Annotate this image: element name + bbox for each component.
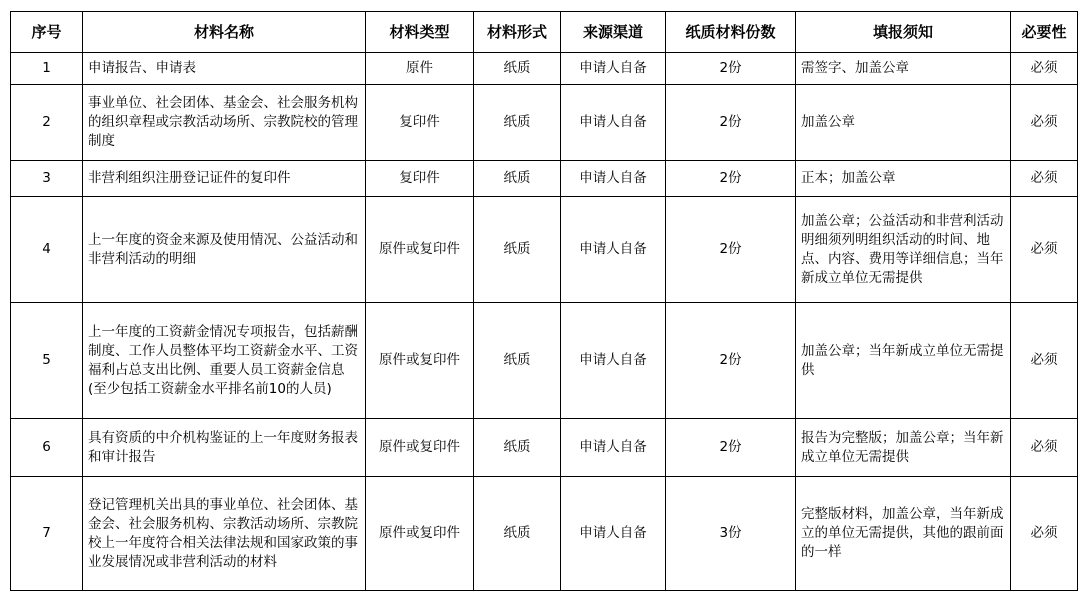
table-row [11,419,1078,477]
cell-form: 纸质 [474,53,561,85]
table-row [11,53,1078,85]
table-row [11,85,1078,161]
cell-no: 6 [11,419,83,477]
cell-notes: 加盖公章；当年新成立单位无需提供 [796,303,1011,419]
cell-source: 申请人自备 [561,419,666,477]
cell-necessity: 必须 [1011,53,1078,85]
header-necessity: 必要性 [1011,12,1078,53]
cell-form: 纸质 [474,419,561,477]
cell-name: 非营利组织注册登记证件的复印件 [83,161,366,197]
table-row [11,161,1078,197]
cell-notes: 需签字、加盖公章 [796,53,1011,85]
cell-necessity: 必须 [1011,197,1078,303]
cell-copies: 2份 [666,53,796,85]
cell-necessity: 必须 [1011,85,1078,161]
cell-no: 2 [11,85,83,161]
cell-no: 1 [11,53,83,85]
header-source: 来源渠道 [561,12,666,53]
header-no: 序号 [11,12,83,53]
cell-necessity: 必须 [1011,419,1078,477]
cell-type: 原件或复印件 [366,197,474,303]
cell-name: 申请报告、申请表 [83,53,366,85]
cell-source: 申请人自备 [561,161,666,197]
cell-name: 登记管理机关出具的事业单位、社会团体、基金会、社会服务机构、宗教活动场所、宗教院校上一年度符合相关法律法规和国家政策的事业发展情况或非营利活动的材料 [83,477,366,591]
cell-no: 3 [11,161,83,197]
header-row [11,12,1078,53]
header-type: 材料类型 [366,12,474,53]
cell-notes: 完整版材料，加盖公章，当年新成立的单位无需提供，其他的跟前面的一样 [796,477,1011,591]
table-row [11,477,1078,591]
header-form: 材料形式 [474,12,561,53]
cell-type: 原件或复印件 [366,303,474,419]
materials-table [10,11,1078,591]
cell-form: 纸质 [474,85,561,161]
cell-form: 纸质 [474,197,561,303]
cell-source: 申请人自备 [561,53,666,85]
cell-copies: 3份 [666,477,796,591]
header-notes: 填报须知 [796,12,1011,53]
cell-copies: 2份 [666,197,796,303]
cell-form: 纸质 [474,161,561,197]
cell-no: 7 [11,477,83,591]
cell-copies: 2份 [666,303,796,419]
cell-source: 申请人自备 [561,477,666,591]
cell-type: 复印件 [366,161,474,197]
cell-name: 事业单位、社会团体、基金会、社会服务机构的组织章程或宗教活动场所、宗教院校的管理制度 [83,85,366,161]
cell-type: 原件或复印件 [366,419,474,477]
table-row [11,197,1078,303]
cell-notes: 报告为完整版；加盖公章；当年新成立单位无需提供 [796,419,1011,477]
cell-necessity: 必须 [1011,303,1078,419]
cell-source: 申请人自备 [561,85,666,161]
cell-no: 5 [11,303,83,419]
cell-no: 4 [11,197,83,303]
cell-necessity: 必须 [1011,161,1078,197]
table-row [11,303,1078,419]
cell-source: 申请人自备 [561,197,666,303]
cell-source: 申请人自备 [561,303,666,419]
cell-type: 复印件 [366,85,474,161]
cell-form: 纸质 [474,303,561,419]
cell-type: 原件或复印件 [366,477,474,591]
header-name: 材料名称 [83,12,366,53]
cell-copies: 2份 [666,419,796,477]
cell-notes: 加盖公章 [796,85,1011,161]
cell-type: 原件 [366,53,474,85]
cell-name: 具有资质的中介机构鉴证的上一年度财务报表和审计报告 [83,419,366,477]
cell-form: 纸质 [474,477,561,591]
cell-notes: 加盖公章；公益活动和非营利活动明细须列明组织活动的时间、地点、内容、费用等详细信息；当年新成立单位无需提供 [796,197,1011,303]
cell-copies: 2份 [666,161,796,197]
cell-necessity: 必须 [1011,477,1078,591]
cell-name: 上一年度的资金来源及使用情况、公益活动和非营利活动的明细 [83,197,366,303]
cell-name: 上一年度的工资薪金情况专项报告，包括薪酬制度、工作人员整体平均工资薪金水平、工资福利占总支出比例、重要人员工资薪金信息(至少包括工资薪金水平排名前10的人员) [83,303,366,419]
cell-notes: 正本；加盖公章 [796,161,1011,197]
header-copies: 纸质材料份数 [666,12,796,53]
cell-copies: 2份 [666,85,796,161]
